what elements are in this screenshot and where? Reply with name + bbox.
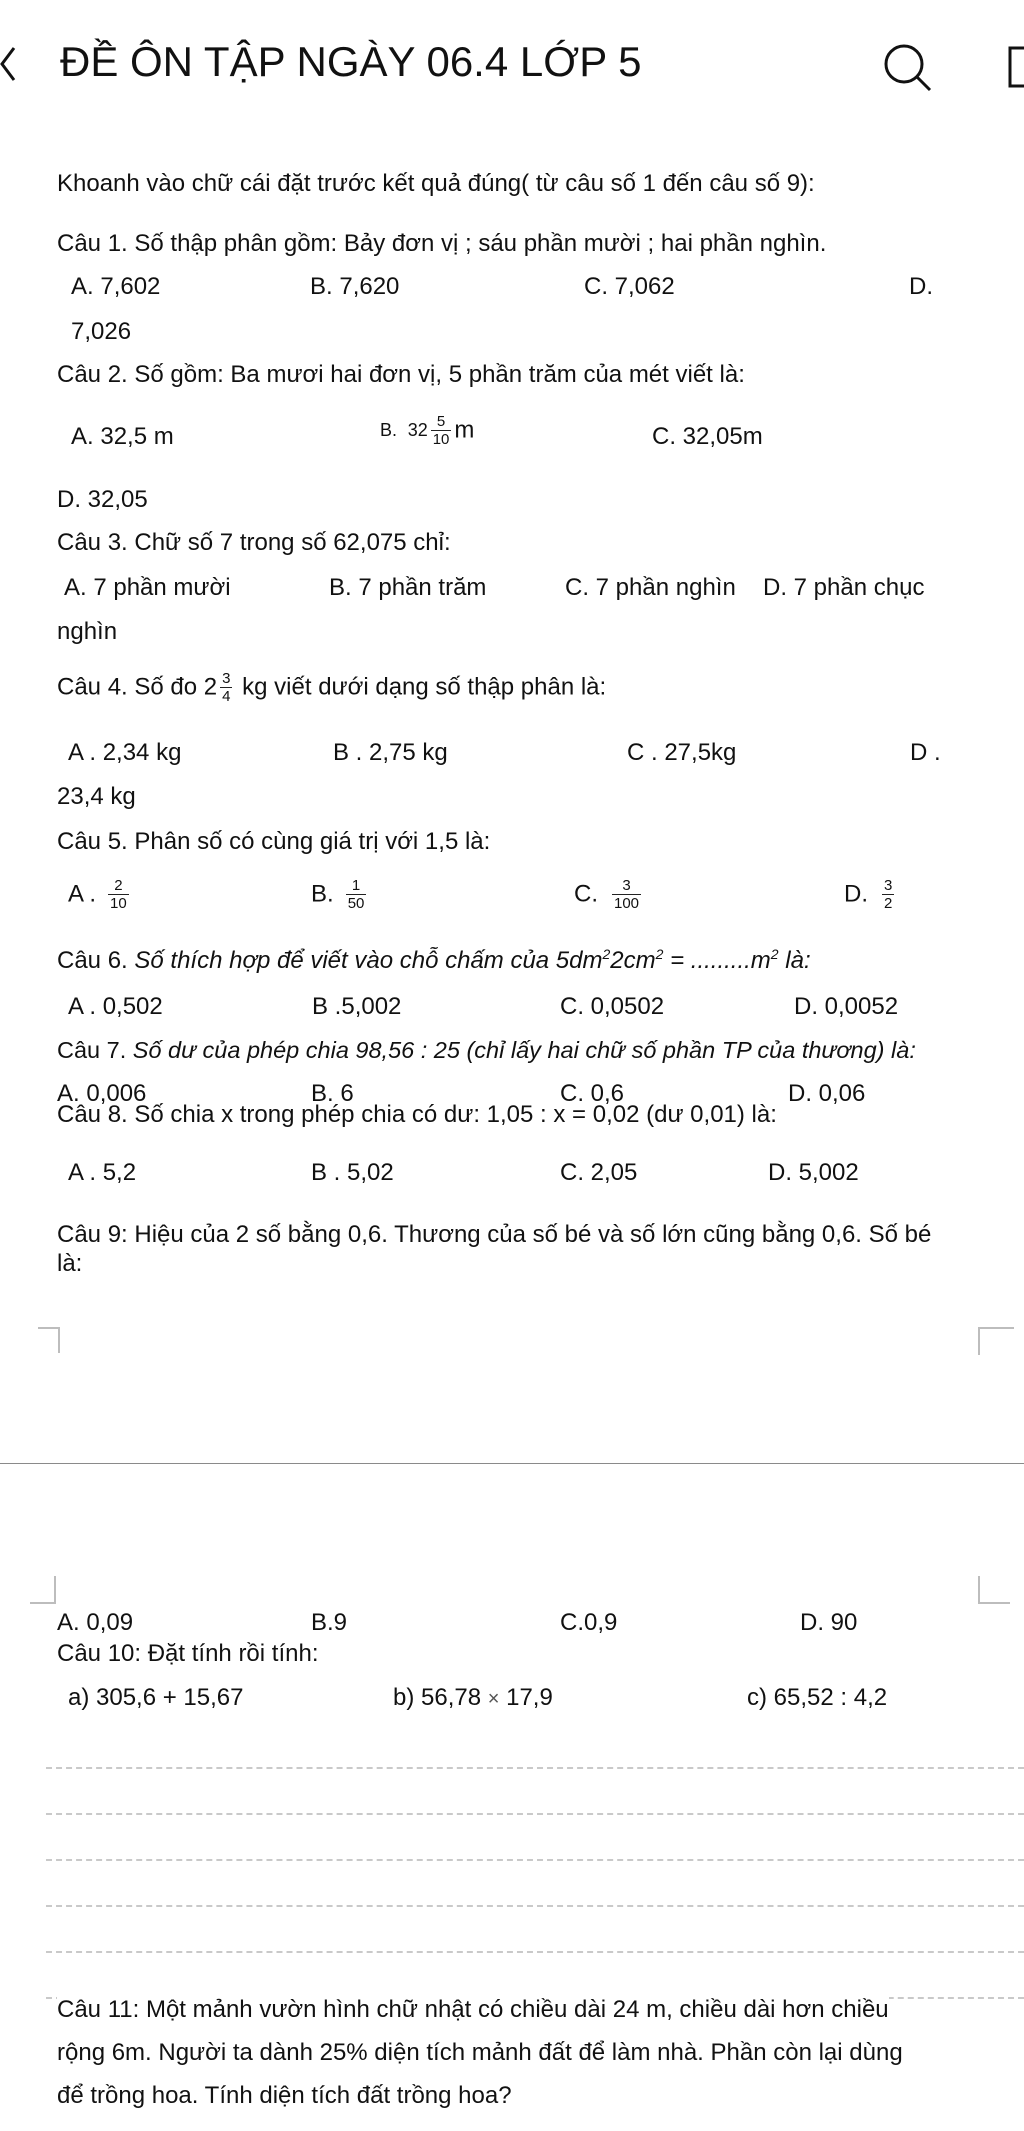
q9-option-b[interactable]: B.9 bbox=[311, 1609, 348, 1636]
back-button[interactable] bbox=[0, 38, 20, 90]
q8-option-a[interactable]: A . 5,2 bbox=[68, 1159, 137, 1186]
question-6: Câu 6. Số thích hợp để viết vào chỗ chấm của $5dm^22cm^2 = .........m^2$ là: bbox=[57, 946, 811, 974]
q4-option-d-value: 23,4 kg bbox=[57, 783, 136, 810]
q1-option-b[interactable]: B. 7,620 bbox=[310, 273, 400, 300]
search-button[interactable] bbox=[880, 40, 936, 96]
q7-option-c[interactable]: C. 0,6 bbox=[560, 1080, 625, 1107]
q10-part-b: b) 56,78 × 17,9 bbox=[393, 1684, 553, 1711]
q8-option-c[interactable]: C. 2,05 bbox=[560, 1159, 638, 1186]
q10-part-a: a) 305,6 + 15,67 bbox=[68, 1684, 244, 1711]
q2-option-a[interactable]: A. 32,5 m bbox=[71, 423, 174, 450]
q6-option-b[interactable]: B .5,002 bbox=[312, 993, 402, 1020]
q2-option-d[interactable]: D. 32,05 bbox=[57, 486, 148, 513]
q6-option-a[interactable]: A . 0,502 bbox=[68, 993, 163, 1020]
q10-part-c: c) 65,52 : 4,2 bbox=[747, 1684, 888, 1711]
question-11-line-2: rộng 6m. Người ta dành 25% diện tích mảnh đất để làm nhà. Phần còn lại dùng bbox=[57, 2039, 903, 2066]
bookmark-button[interactable] bbox=[1006, 42, 1024, 92]
question-4: Câu 4. Số đo 2 $\frac{3}{4}$ kg viết dưới dạng số thập phân là: bbox=[57, 670, 607, 705]
q8-option-b[interactable]: B . 5,02 bbox=[311, 1159, 394, 1186]
q2-option-b-prefix: B. bbox=[380, 420, 398, 440]
question-9-cont: là: bbox=[57, 1250, 83, 1277]
answer-line bbox=[46, 1951, 1024, 1953]
page-corner-mark bbox=[978, 1327, 1014, 1355]
q3-option-a[interactable]: A. 7 phần mười bbox=[64, 574, 231, 601]
chevron-left-icon bbox=[0, 38, 20, 90]
q1-option-c[interactable]: C. 7,062 bbox=[584, 273, 675, 300]
page-corner-mark bbox=[978, 1576, 1010, 1604]
q1-option-a[interactable]: A. 7,602 bbox=[71, 273, 161, 300]
question-1: Câu 1. Số thập phân gồm: Bảy đơn vị ; sáu phần mười ; hai phần nghìn. bbox=[57, 230, 827, 257]
question-9: Câu 9: Hiệu của 2 số bằng 0,6. Thương của số bé và số lớn cũng bằng 0,6. Số bé bbox=[57, 1221, 932, 1248]
answer-line bbox=[46, 1859, 1024, 1861]
q4-fraction: $\frac{3}{4}$ bbox=[222, 670, 231, 705]
page-corner-mark bbox=[30, 1576, 56, 1604]
q1-option-d[interactable]: D. bbox=[909, 273, 933, 300]
page-title: ĐỀ ÔN TẬP NGÀY 06.4 LỚP 5 bbox=[60, 38, 642, 85]
q6-option-d[interactable]: D. 0,0052 bbox=[794, 993, 899, 1020]
q3-option-b[interactable]: B. 7 phần trăm bbox=[329, 574, 487, 601]
page-corner-mark bbox=[38, 1327, 60, 1353]
q2-option-b-unit: m bbox=[454, 416, 475, 444]
q5-option-d[interactable]: D. $\frac{3}{2}$ bbox=[844, 877, 893, 912]
q7-option-b[interactable]: B. 6 bbox=[311, 1080, 354, 1107]
q7-option-a[interactable]: A. 0,006 bbox=[57, 1080, 147, 1107]
question-7: Câu 7. Số dư của phép chia 98,56 : 25 (chỉ lấy hai chữ số phần TP của thương) là: bbox=[57, 1037, 916, 1063]
search-icon bbox=[880, 40, 936, 96]
q1-option-d-value: 7,026 bbox=[71, 318, 132, 345]
question-8: Câu 8. Số chia x trong phép chia có dư: 1,05 : x = 0,02 (dư 0,01) là: bbox=[57, 1101, 777, 1128]
question-5: Câu 5. Phân số có cùng giá trị với 1,5 là: bbox=[57, 828, 491, 855]
q7-option-d[interactable]: D. 0,06 bbox=[788, 1080, 866, 1107]
bookmark-icon bbox=[1006, 42, 1024, 92]
q2-option-b[interactable] bbox=[380, 413, 474, 448]
q3-option-d[interactable]: D. 7 phần chục bbox=[763, 574, 925, 601]
question-11-line-1: Câu 11: Một mảnh vườn hình chữ nhật có chiều dài 24 m, chiều dài hơn chiều bbox=[57, 1996, 889, 2023]
question-3: Câu 3. Chữ số 7 trong số 62,075 chỉ: bbox=[57, 529, 451, 556]
instruction: Khoanh vào chữ cái đặt trước kết quả đúng( từ câu số 1 đến câu số 9): bbox=[57, 170, 815, 197]
q2-option-c[interactable]: C. 32,05m bbox=[652, 423, 763, 450]
q5-option-a[interactable]: A . $\frac{2}{10}$ bbox=[68, 877, 127, 912]
question-11-line-3: để trồng hoa. Tính diện tích đất trồng hoa? bbox=[57, 2082, 512, 2109]
q4-option-d[interactable]: D . bbox=[910, 739, 941, 766]
q4-option-c[interactable]: C . 27,5kg bbox=[627, 739, 737, 766]
page-separator bbox=[0, 1463, 1024, 1464]
q9-option-c[interactable]: C.0,9 bbox=[560, 1609, 618, 1636]
question-2: Câu 2. Số gồm: Ba mươi hai đơn vị, 5 phần trăm của mét viết là: bbox=[57, 361, 745, 388]
question-10: Câu 10: Đặt tính rồi tính: bbox=[57, 1640, 319, 1667]
q8-option-d[interactable]: D. 5,002 bbox=[768, 1159, 859, 1186]
q6-option-c[interactable]: C. 0,0502 bbox=[560, 993, 665, 1020]
q3-option-d-cont: nghìn bbox=[57, 618, 118, 645]
answer-line bbox=[46, 1767, 1024, 1769]
q5-option-c[interactable]: C. $\frac{3}{100}$ bbox=[574, 877, 640, 912]
q4-option-b[interactable]: B . 2,75 kg bbox=[333, 739, 448, 766]
q3-option-c[interactable]: C. 7 phần nghìn bbox=[565, 574, 736, 601]
q5-option-b[interactable]: B. $\frac{1}{50}$ bbox=[311, 877, 365, 912]
q2-option-b-fraction: $\frac{5}{10}$ bbox=[432, 413, 450, 448]
answer-line bbox=[46, 1905, 1024, 1907]
answer-line bbox=[46, 1813, 1024, 1815]
q9-option-a[interactable]: A. 0,09 bbox=[57, 1609, 134, 1636]
q9-option-d[interactable]: D. 90 bbox=[800, 1609, 858, 1636]
q4-option-a[interactable]: A . 2,34 kg bbox=[68, 739, 182, 766]
q2-option-b-whole: 32 bbox=[407, 420, 428, 440]
